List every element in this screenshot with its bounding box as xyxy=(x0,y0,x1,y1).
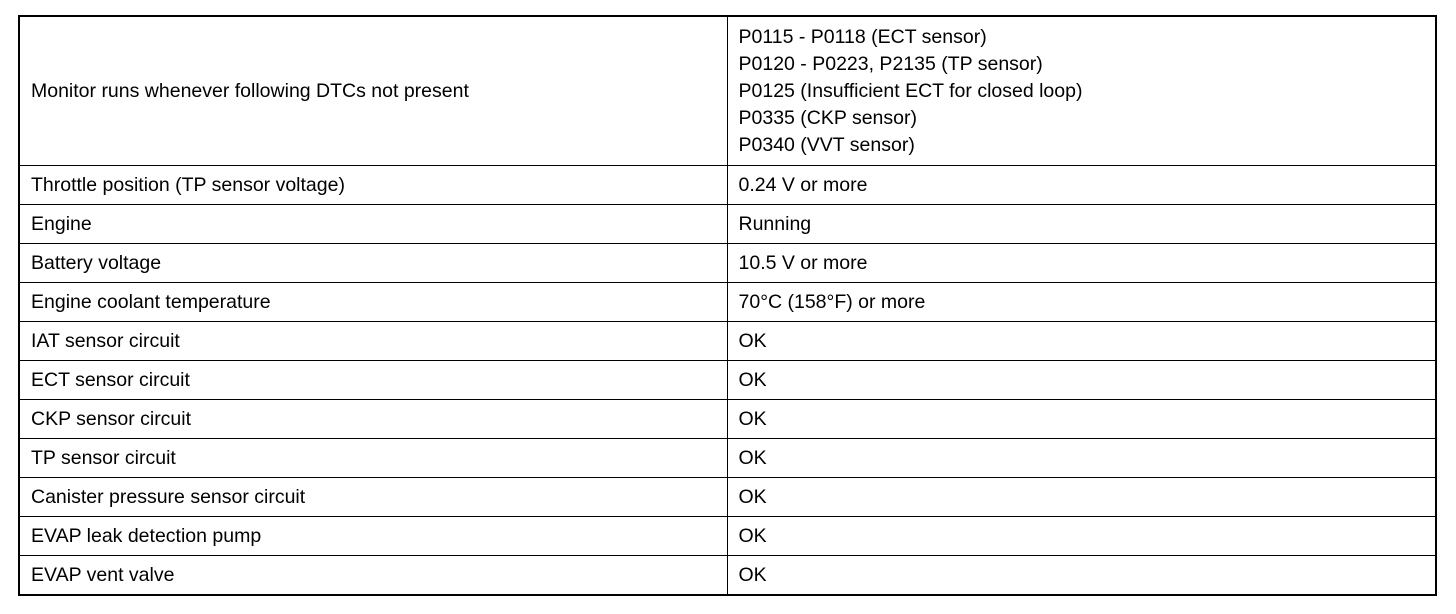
table-row xyxy=(19,244,1436,283)
value-cell: OK xyxy=(727,361,1436,400)
condition-cell: Battery voltage xyxy=(19,244,727,283)
value-cell: 0.24 V or more xyxy=(727,166,1436,205)
condition-cell: Monitor runs whenever following DTCs not present xyxy=(19,16,727,166)
table-row xyxy=(19,361,1436,400)
value-cell: 70°C (158°F) or more xyxy=(727,283,1436,322)
condition-cell: Throttle position (TP sensor voltage) xyxy=(19,166,727,205)
dtc-line: P0115 - P0118 (ECT sensor) xyxy=(738,25,987,48)
value-cell: OK xyxy=(727,478,1436,517)
value-cell: OK xyxy=(727,400,1436,439)
value-cell: OK xyxy=(727,556,1436,596)
table-row xyxy=(19,16,1436,166)
dtc-line: P0335 (CKP sensor) xyxy=(738,106,917,129)
condition-cell: Engine xyxy=(19,205,727,244)
value-cell: 10.5 V or more xyxy=(727,244,1436,283)
value-cell: OK xyxy=(727,322,1436,361)
condition-cell: TP sensor circuit xyxy=(19,439,727,478)
condition-cell: Canister pressure sensor circuit xyxy=(19,478,727,517)
table-row xyxy=(19,166,1436,205)
table-row xyxy=(19,205,1436,244)
condition-cell: Engine coolant temperature xyxy=(19,283,727,322)
dtc-line: P0120 - P0223, P2135 (TP sensor) xyxy=(738,52,1043,75)
condition-cell: EVAP leak detection pump xyxy=(19,517,727,556)
value-cell: OK xyxy=(727,439,1436,478)
table-row xyxy=(19,517,1436,556)
table-row xyxy=(19,400,1436,439)
monitor-conditions-table xyxy=(18,15,1437,596)
condition-cell: CKP sensor circuit xyxy=(19,400,727,439)
table-row xyxy=(19,439,1436,478)
table-row xyxy=(19,478,1436,517)
table-row xyxy=(19,322,1436,361)
dtc-list-cell xyxy=(727,16,1436,166)
dtc-line: P0125 (Insufficient ECT for closed loop) xyxy=(738,79,1083,102)
table-row xyxy=(19,556,1436,596)
value-cell: OK xyxy=(727,517,1436,556)
condition-cell: EVAP vent valve xyxy=(19,556,727,596)
condition-cell: IAT sensor circuit xyxy=(19,322,727,361)
table-row xyxy=(19,283,1436,322)
dtc-line: P0340 (VVT sensor) xyxy=(738,133,915,156)
condition-cell: ECT sensor circuit xyxy=(19,361,727,400)
value-cell: Running xyxy=(727,205,1436,244)
